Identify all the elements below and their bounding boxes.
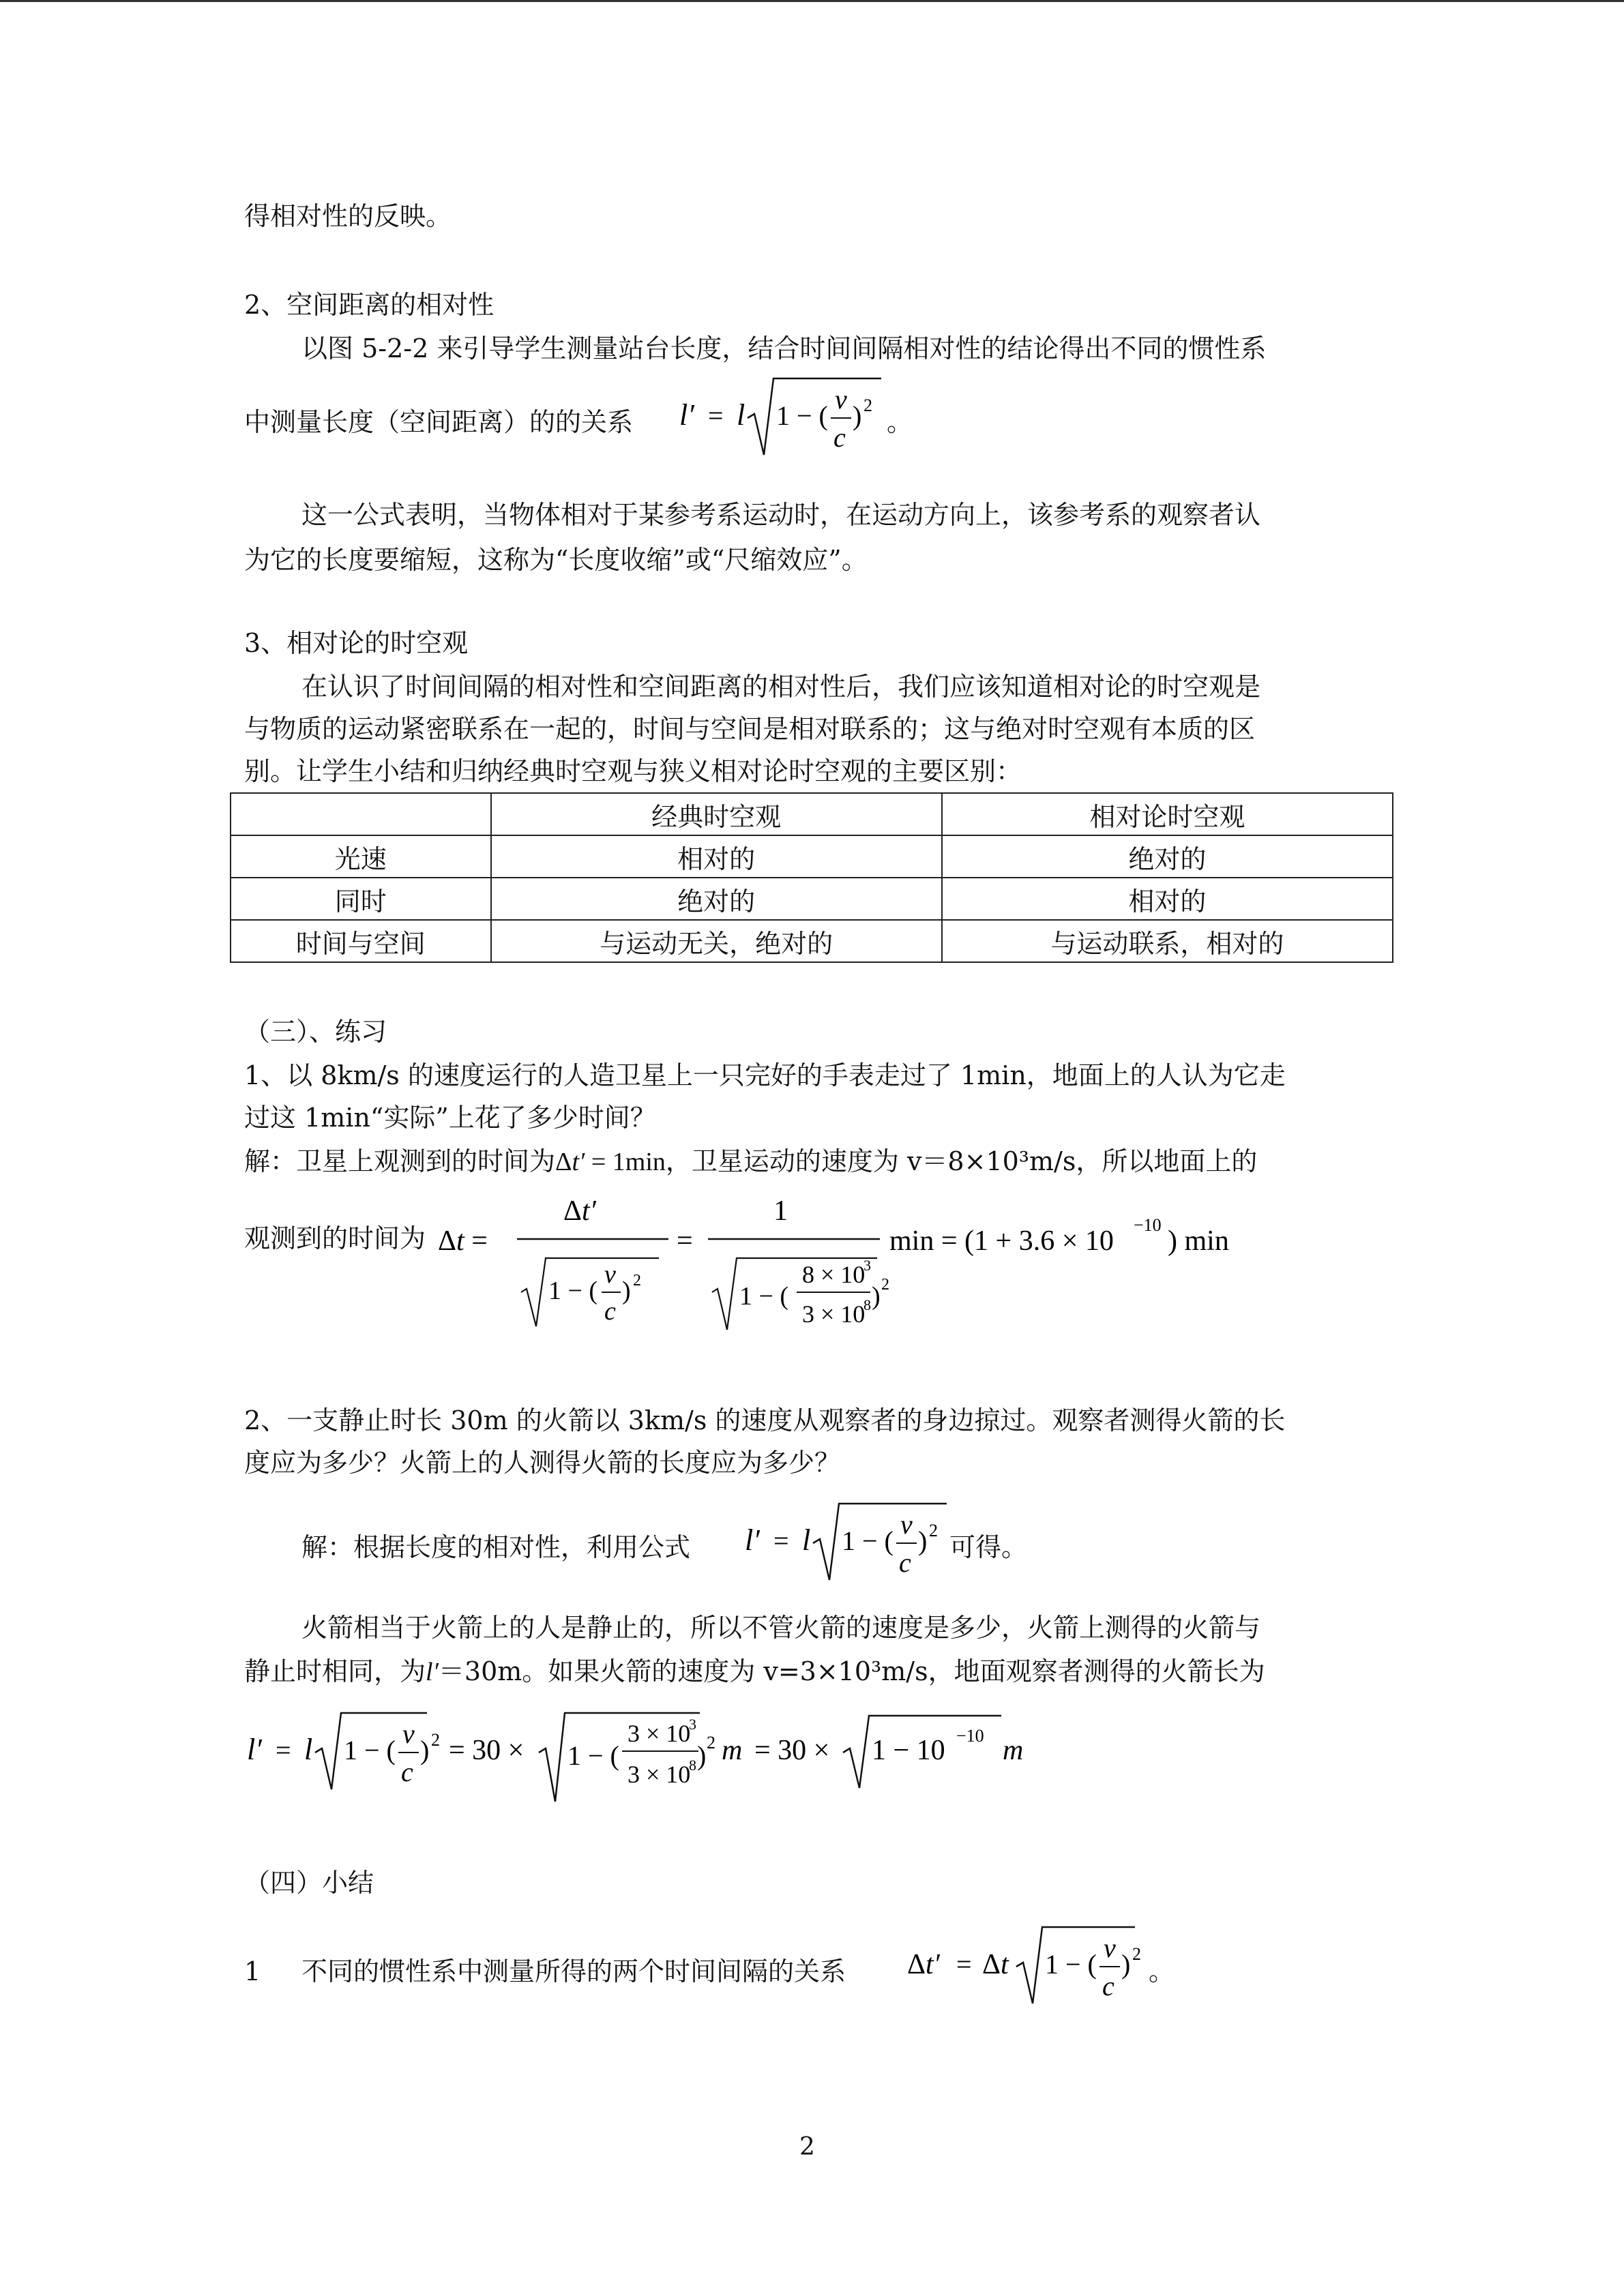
svg-text:1 − (: 1 − ( <box>842 1525 894 1556</box>
svg-text:2: 2 <box>881 1276 889 1294</box>
sol1-mid: ，卫星运动的速度为 v＝8×10³m/s，所以地面上的 <box>665 1146 1258 1176</box>
svg-text:c: c <box>899 1547 911 1578</box>
table-row <box>231 835 1393 878</box>
q2-line-b: 度应为多少？火箭上的人测得火箭的长度应为多少？ <box>244 1448 841 1478</box>
svg-text:2: 2 <box>633 1272 641 1289</box>
table-cell: 时间与空间 <box>231 920 491 962</box>
sec2-para-a: 这一公式表明，当物体相对于某参考系运动时，在运动方向上，该参考系的观察者认 <box>301 500 1261 530</box>
svg-text:=: = <box>276 1735 291 1765</box>
practice-para-b-post: ＝30m。如果火箭的速度为 v=3×10³m/s，地面观察者测得的火箭长为 <box>438 1656 1265 1686</box>
svg-text:Δt′: Δt′ <box>563 1195 596 1227</box>
table-header-cell: 经典时空观 <box>491 793 942 835</box>
q1-line-a: 1、以 8km/s 的速度运行的人造卫星上一只完好的手表走过了 1min，地面上的人认为它走 <box>244 1060 1286 1090</box>
svg-text:l′: l′ <box>679 398 694 432</box>
summary-item1-text: 不同的惯性系中测量所得的两个时间间隔的关系 <box>301 1956 846 1986</box>
svg-text:1 − (: 1 − ( <box>776 400 828 431</box>
page-top-border <box>0 0 1624 2</box>
svg-text:l: l <box>802 1523 811 1557</box>
summary-title: （四）小结 <box>244 1868 374 1898</box>
svg-text:1 − (: 1 − ( <box>567 1740 619 1771</box>
table-header-cell: 相对论时空观 <box>942 793 1393 835</box>
formula-rocket-length <box>244 1699 1063 1818</box>
svg-text:min = (1 + 3.6 × 10: min = (1 + 3.6 × 10 <box>889 1225 1114 1257</box>
svg-text:3 × 10: 3 × 10 <box>628 1761 691 1788</box>
svg-text:8: 8 <box>863 1296 871 1313</box>
svg-text:1 − (: 1 − ( <box>344 1735 396 1765</box>
svg-text:): ) <box>622 1277 631 1305</box>
svg-text:= 30 ×: = 30 × <box>449 1735 525 1766</box>
svg-text:=: = <box>773 1525 789 1556</box>
sec2-line2-post: 。 <box>887 407 913 437</box>
svg-text:): ) <box>1121 1949 1131 1980</box>
table-cell: 与运动联系，相对的 <box>942 920 1393 962</box>
sec3-line1: 在认识了时间间隔的相对性和空间距离的相对性后，我们应该知道相对论的时空观是 <box>301 672 1261 702</box>
sec3-title: 3、相对论的时空观 <box>244 628 469 658</box>
svg-text:8: 8 <box>689 1757 696 1774</box>
table-header-cell <box>231 793 491 835</box>
svg-text:c: c <box>833 422 846 453</box>
sec2-line1: 以图 5-2-2 来引导学生测量站台长度，结合时间间隔相对性的结论得出不同的惯性系 <box>301 333 1267 363</box>
svg-text:v: v <box>604 1260 616 1289</box>
svg-text:=: = <box>677 1225 693 1257</box>
svg-text:−10: −10 <box>956 1726 984 1746</box>
practice-para-a: 火箭相当于火箭上的人是静止的，所以不管火箭的速度是多少，火箭上测得的火箭与 <box>301 1613 1261 1643</box>
table-row <box>231 920 1393 962</box>
svg-text:3: 3 <box>863 1257 871 1274</box>
svg-text:): ) <box>872 1282 881 1311</box>
svg-text:Δt =: Δt = <box>438 1225 488 1257</box>
practice-para-b <box>244 1650 1265 1693</box>
table-cell: 光速 <box>231 835 491 878</box>
sol1-pre: 解：卫星上观测到的时间为 <box>244 1146 556 1176</box>
svg-text:1 − 10: 1 − 10 <box>872 1735 945 1766</box>
formula-length-contraction-2 <box>742 1490 947 1595</box>
svg-text:1: 1 <box>773 1195 788 1227</box>
svg-text:3 × 10: 3 × 10 <box>802 1300 866 1328</box>
svg-text:2: 2 <box>1132 1944 1141 1964</box>
table-header-row <box>231 793 1393 835</box>
svg-text:l′: l′ <box>247 1733 262 1766</box>
svg-text:Δt′: Δt′ <box>907 1949 940 1980</box>
svg-text:Δt: Δt <box>982 1949 1009 1980</box>
svg-text:= 30 ×: = 30 × <box>754 1735 830 1766</box>
table-cell: 绝对的 <box>491 878 942 920</box>
formula-time-dilation <box>906 1913 1151 2018</box>
sec2-line2 <box>244 401 633 443</box>
svg-text:): ) <box>918 1525 928 1556</box>
svg-text:3 × 10: 3 × 10 <box>628 1720 691 1747</box>
svg-text:−10: −10 <box>1134 1215 1162 1235</box>
svg-text:2: 2 <box>863 396 872 415</box>
formula-time-dilation-calc <box>437 1190 1255 1343</box>
sol1-obs-label: 观测到的时间为 <box>244 1223 426 1253</box>
lprime-inline: l′ <box>426 1658 439 1686</box>
summary-item1-num: 1 <box>244 1956 261 1986</box>
practice-para-b-pre: 静止时相同，为 <box>244 1656 426 1686</box>
sol1-dt-inline: Δt′ = 1min <box>555 1148 666 1176</box>
q2-line-a: 2、一支静止时长 30m 的火箭以 3km/s 的速度从观察者的身边掠过。观察者测得火箭的长 <box>244 1405 1286 1435</box>
svg-text:m: m <box>722 1735 743 1766</box>
sol1-line <box>244 1140 1257 1183</box>
svg-text:v: v <box>1104 1933 1116 1963</box>
table-cell: 相对的 <box>491 835 942 878</box>
page-number: 2 <box>799 2133 815 2161</box>
svg-text:l: l <box>304 1733 313 1766</box>
sol2-post: 可得。 <box>949 1532 1028 1562</box>
sec2-line2-pre: 中测量长度（空间距离）的的关系 <box>244 407 634 437</box>
svg-text:1 − (: 1 − ( <box>548 1277 598 1305</box>
svg-text:l′: l′ <box>745 1523 760 1557</box>
svg-text:1 − (: 1 − ( <box>1045 1949 1097 1980</box>
q1-line-b: 过这 1min“实际”上花了多少时间？ <box>244 1103 656 1133</box>
svg-text:) min: ) min <box>1168 1225 1229 1257</box>
svg-text:2: 2 <box>431 1730 440 1750</box>
sec2-title: 2、空间距离的相对性 <box>244 290 494 320</box>
svg-text:c: c <box>401 1757 413 1787</box>
comparison-table <box>230 792 1393 963</box>
table-cell: 绝对的 <box>942 835 1393 878</box>
svg-text:8 × 10: 8 × 10 <box>802 1261 866 1288</box>
svg-text:2: 2 <box>929 1521 938 1540</box>
summary-item1-post: 。 <box>1149 1956 1175 1986</box>
svg-text:m: m <box>1003 1735 1024 1766</box>
svg-text:3: 3 <box>689 1716 696 1733</box>
svg-text:): ) <box>853 400 862 431</box>
svg-text:=: = <box>956 1949 972 1980</box>
svg-text:2: 2 <box>707 1733 715 1753</box>
svg-text:1 − (: 1 − ( <box>739 1282 789 1311</box>
formula-length-contraction <box>677 365 881 470</box>
svg-text:v: v <box>402 1718 415 1749</box>
sol2-pre: 解：根据长度的相对性，利用公式 <box>301 1532 691 1562</box>
sec2-para-b: 为它的长度要缩短，这称为“长度收缩”或“尺缩效应”。 <box>244 545 868 575</box>
svg-text:c: c <box>1102 1971 1114 2001</box>
table-cell: 与运动无关，绝对的 <box>491 920 942 962</box>
sec3-line2: 与物质的运动紧密联系在一起的，时间与空间是相对联系的；这与绝对时空观有本质的区 <box>244 714 1256 744</box>
svg-text:): ) <box>420 1735 430 1765</box>
intro-tail: 得相对性的反映。 <box>244 201 452 231</box>
svg-text:v: v <box>835 384 847 415</box>
svg-text:): ) <box>697 1740 707 1771</box>
table-row <box>231 878 1393 920</box>
table-cell: 相对的 <box>942 878 1393 920</box>
sec3-line3: 别。让学生小结和归纳经典时空观与狭义相对论时空观的主要区别： <box>244 756 1022 786</box>
svg-text:l: l <box>737 398 745 432</box>
svg-text:=: = <box>708 400 724 431</box>
table-cell: 同时 <box>231 878 491 920</box>
practice-title: （三）、练习 <box>244 1017 387 1047</box>
svg-text:v: v <box>900 1509 913 1540</box>
svg-text:c: c <box>604 1297 616 1326</box>
